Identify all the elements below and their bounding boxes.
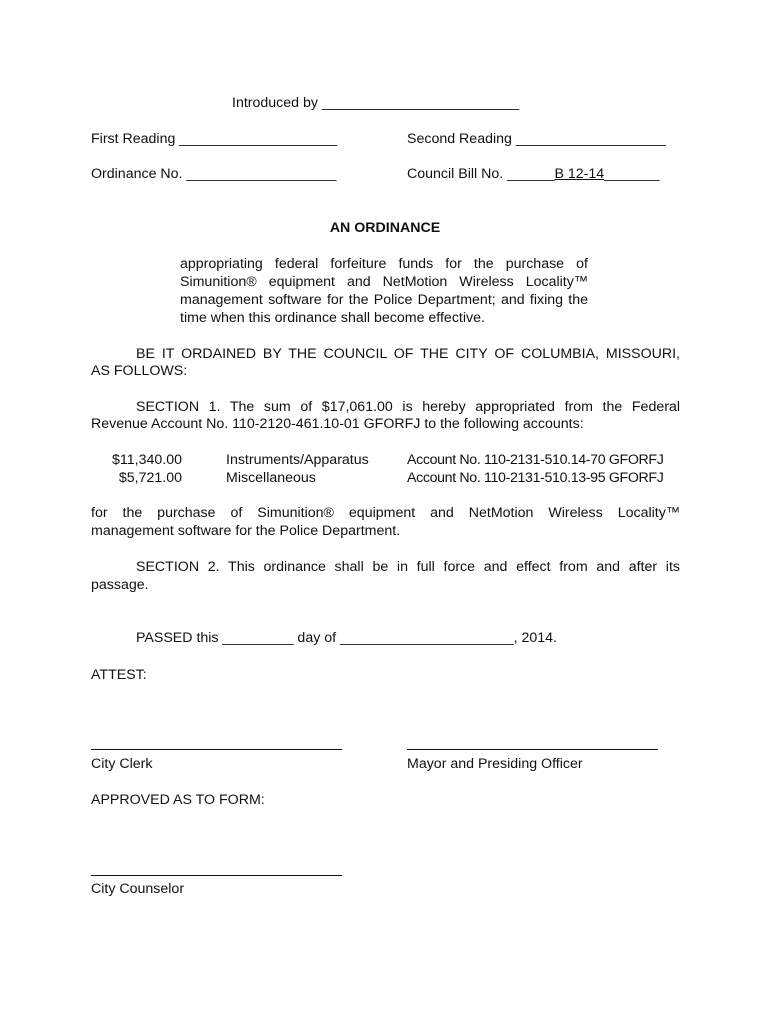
council-bill-line — [407, 165, 659, 183]
section-1-line-2: Revenue Account No. 110-2120-461.10-01 GFORFJ to the following accounts: — [91, 416, 584, 432]
ordinance-number-line: Ordinance No. ___________________ — [91, 166, 337, 182]
section-1-line-1: SECTION 1. The sum of $17,061.00 is hereby appropriated from the Federal — [136, 399, 680, 415]
account-number-1: Account No. 110-2131-510.14-70 GFORFJ — [407, 452, 664, 468]
second-reading-line: Second Reading ___________________ — [407, 131, 666, 147]
purpose-line-3: management software for the Police Department; and fixing the — [180, 292, 588, 308]
city-clerk-signature-line — [91, 749, 342, 750]
mayor-signature-line — [407, 749, 658, 750]
council-bill-trailing-blank: _______ — [604, 166, 660, 182]
city-counselor-label: City Counselor — [91, 881, 185, 897]
section-2-line-1: SECTION 2. This ordinance shall be in full force and effect from and after its — [136, 559, 680, 575]
purchase-purpose-line-2: management software for the Police Department. — [91, 523, 401, 539]
council-bill-label: Council Bill No. ______ — [407, 166, 555, 182]
account-description-1: Instruments/Apparatus — [226, 452, 369, 468]
account-amount-1: $11,340.00 — [112, 452, 182, 468]
purpose-line-2: Simunition® equipment and NetMotion Wireless Locality™ — [180, 274, 588, 290]
ordinance-title: AN ORDINANCE — [329, 220, 441, 236]
account-description-2: Miscellaneous — [226, 470, 316, 486]
account-number-2: Account No. 110-2131-510.13-95 GFORFJ — [407, 470, 664, 486]
approved-as-to-form-label: APPROVED AS TO FORM: — [91, 792, 265, 808]
purpose-line-1: appropriating federal forfeiture funds for the purchase of — [180, 256, 588, 272]
enacting-clause-line-1: BE IT ORDAINED BY THE COUNCIL OF THE CITY OF COLUMBIA, MISSOURI, — [136, 346, 680, 362]
council-bill-number: B 12-14 — [554, 166, 605, 182]
first-reading-line: First Reading ____________________ — [91, 131, 338, 147]
passed-date-line: PASSED this _________ day of ______________________, 2014. — [136, 630, 557, 646]
attest-label: ATTEST: — [91, 667, 147, 683]
purpose-line-4: time when this ordinance shall become effective. — [180, 310, 485, 326]
purchase-purpose-line-1: for the purchase of Simunition® equipment and NetMotion Wireless Locality™ — [91, 505, 680, 521]
section-2-line-2: passage. — [91, 577, 149, 593]
mayor-label: Mayor and Presiding Officer — [407, 756, 583, 772]
city-clerk-label: City Clerk — [91, 756, 153, 772]
city-counselor-signature-line — [91, 875, 342, 876]
introduced-by-line: Introduced by _________________________ — [232, 95, 520, 111]
enacting-clause-line-2: AS FOLLOWS: — [91, 363, 188, 379]
account-amount-2: $5,721.00 — [118, 470, 182, 486]
